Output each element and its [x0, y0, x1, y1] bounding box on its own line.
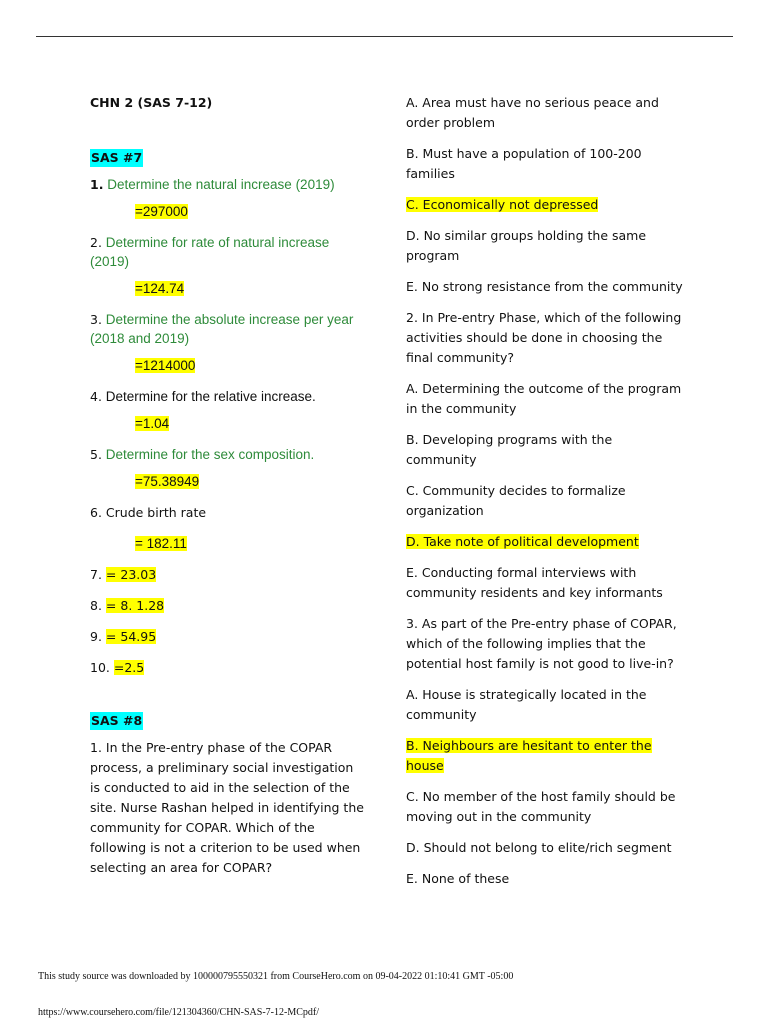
- question-text: Determine for the relative increase.: [105, 389, 316, 404]
- answer-highlight: C. Economically not depressed: [406, 197, 599, 212]
- question-number: 7.: [90, 567, 102, 582]
- question-number: 9.: [90, 629, 102, 644]
- sas7-short-8: [90, 596, 365, 616]
- question-number: 1.: [90, 177, 104, 192]
- sas7-question-5: [90, 445, 365, 464]
- q1-option-a: A. Area must have no serious peace and order problem: [406, 95, 659, 130]
- answer-highlight: =1214000: [135, 358, 196, 373]
- sas7-question-6: [90, 503, 365, 523]
- q3-option-c: C. No member of the host family should be moving out in the community: [406, 789, 676, 824]
- sas7-short-10: [90, 658, 365, 678]
- download-note: This study source was downloaded by 100000795550321 from CourseHero.com on 09-04-2022 01:10:41 GMT -05:00: [38, 971, 514, 982]
- answer-highlight: =297000: [135, 204, 188, 219]
- question-text: Determine the natural increase (2019): [107, 177, 335, 192]
- question-text: Determine for rate of natural increase (2019): [90, 235, 330, 269]
- right-column: [406, 93, 686, 900]
- sas7-question-2: [90, 233, 365, 271]
- sas7-answer-2: [135, 279, 365, 299]
- sas7-answer-3: [135, 356, 365, 376]
- sas7-question-1: [90, 175, 365, 194]
- sas7-short-9: [90, 627, 365, 647]
- question-number: 8.: [90, 598, 102, 613]
- sas7-heading-wrap: [90, 147, 365, 167]
- q1-option-b: B. Must have a population of 100-200 families: [406, 146, 642, 181]
- q2-option-d-answer: [406, 532, 686, 552]
- sas7-answer-4: [135, 414, 365, 434]
- sas8-question-2: 2. In Pre-entry Phase, which of the following activities should be done in choosing the final community?: [406, 310, 682, 365]
- sas8-heading: SAS #8: [91, 713, 143, 728]
- answer-highlight: =75.38949: [135, 474, 200, 489]
- question-number: 6.: [90, 505, 102, 520]
- question-number: 2.: [90, 235, 102, 250]
- q2-option-e: E. Conducting formal interviews with community residents and key informants: [406, 565, 663, 600]
- sas8-question-1: 1. In the Pre-entry phase of the COPAR process, a preliminary social investigation is conducted to aid in the selection of the site. Nurse Rashan helped in identifying the community for COPAR. Which of the following is not a criterion to be used when selecting an area for COPAR?: [90, 740, 364, 875]
- q1-option-d: D. No similar groups holding the same program: [406, 228, 647, 263]
- answer-highlight: =1.04: [135, 416, 170, 431]
- answer-highlight: = 54.95: [105, 629, 157, 644]
- sas7-answer-5: [135, 472, 365, 492]
- answer-highlight: = 182.11: [135, 536, 187, 551]
- document-title: CHN 2 (SAS 7-12): [90, 95, 213, 110]
- answer-highlight: = 23.03: [105, 567, 157, 582]
- sas7-question-3: [90, 310, 365, 348]
- sas8-heading-wrap: [90, 710, 365, 730]
- sas7-answer-6: [135, 534, 365, 554]
- question-text: Determine the absolute increase per year (2018 and 2019): [90, 312, 354, 346]
- answer-highlight: B. Neighbours are hesitant to enter the house: [406, 738, 652, 773]
- q2-option-a: A. Determining the outcome of the program in the community: [406, 381, 682, 416]
- answer-highlight: =124.74: [135, 281, 185, 296]
- sas7-answer-1: [135, 202, 365, 222]
- question-number: 5.: [90, 447, 102, 462]
- answer-highlight: = 8. 1.28: [105, 598, 165, 613]
- sas8-question-3: 3. As part of the Pre-entry phase of COPAR, which of the following implies that the potential host family is not good to live-in?: [406, 616, 677, 671]
- q1-option-e: E. No strong resistance from the community: [406, 279, 683, 294]
- source-url[interactable]: https://www.coursehero.com/file/121304360/CHN-SAS-7-12-MCpdf/: [38, 1007, 319, 1018]
- left-column: [90, 93, 365, 889]
- answer-highlight: =2.5: [113, 660, 145, 675]
- q1-option-c-answer: [406, 195, 686, 215]
- q3-option-b-answer: [406, 736, 686, 776]
- question-text: Crude birth rate: [105, 505, 207, 520]
- q3-option-a: A. House is strategically located in the community: [406, 687, 647, 722]
- question-text: Determine for the sex composition.: [105, 447, 315, 462]
- q3-option-d: D. Should not belong to elite/rich segment: [406, 840, 672, 855]
- sas7-short-7: [90, 565, 365, 585]
- q2-option-c: C. Community decides to formalize organization: [406, 483, 626, 518]
- answer-highlight: D. Take note of political development: [406, 534, 639, 549]
- question-number: 3.: [90, 312, 102, 327]
- top-rule: [36, 36, 733, 37]
- sas7-question-4: [90, 387, 365, 406]
- q2-option-b: B. Developing programs with the community: [406, 432, 613, 467]
- question-number: 10.: [90, 660, 110, 675]
- question-number: 4.: [90, 389, 102, 404]
- sas7-heading: SAS #7: [91, 150, 143, 165]
- q3-option-e: E. None of these: [406, 871, 510, 886]
